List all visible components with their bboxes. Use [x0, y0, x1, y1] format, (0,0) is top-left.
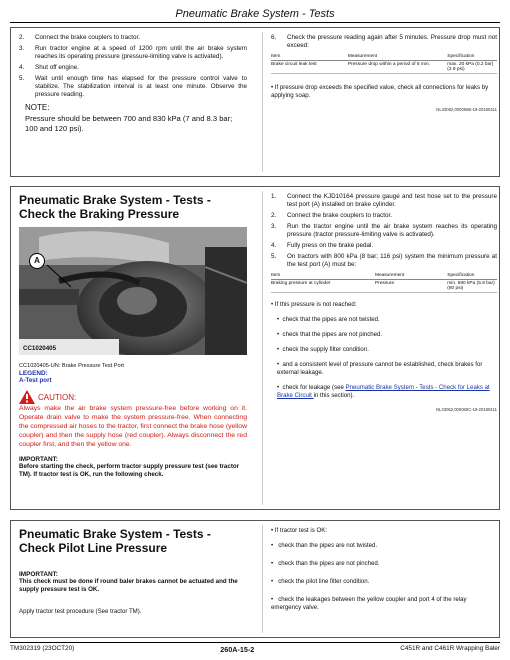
reference-code: NL33062,000065B-19-20180411	[436, 107, 497, 112]
column-divider	[262, 525, 263, 633]
right-column	[271, 527, 497, 619]
brake-cylinder-photo	[19, 227, 247, 355]
important-label: IMPORTANT:	[19, 571, 58, 578]
bullet-lead: • If tractor test is OK:	[271, 527, 327, 534]
callout-a: A	[29, 253, 45, 269]
table-header: Item	[271, 272, 375, 280]
step-item: 2. Connect the brake couplers to tractor.	[19, 34, 141, 41]
table-header: Specification	[447, 272, 497, 280]
bullet-item: • check that the pipes are not twisted.	[277, 316, 380, 323]
column-divider	[262, 191, 263, 505]
column-divider	[262, 32, 263, 172]
bullet-item: • check the leakages between the yellow coupler and port 4 of the relay emergency valve.	[271, 596, 467, 611]
spec-table	[271, 53, 497, 74]
section-title: Pneumatic Brake System - Tests - Check Pilot Line Pressure	[19, 527, 211, 555]
bullet-item: • check the supply filter condition.	[277, 346, 369, 353]
table-header: Item	[271, 53, 348, 61]
section-title: Pneumatic Brake System - Tests - Check the Braking Pressure	[19, 193, 211, 221]
step-item: 1. Connect the KJD10164 pressure gauge and test hose set to the pressure test port (A) installed on brake cylinder.	[271, 193, 497, 208]
warning-icon	[19, 390, 35, 404]
bullet-item: • check that the pipes are not pinched.	[277, 331, 383, 338]
right-column	[271, 193, 497, 412]
page-footer	[10, 642, 500, 654]
left-column	[19, 34, 247, 134]
step-item: 3. Run tractor engine at a speed of 1200 rpm until the air brake system reaches its operating pressure (pressure-limiting valve is activated).	[19, 45, 247, 60]
important-label: IMPORTANT:	[19, 456, 58, 463]
bullet-lead: • If this pressure is not reached:	[271, 301, 357, 308]
legend-item: A-Test port	[19, 377, 52, 384]
image-caption: CC1020405-UN: Brake Pressure Test Port	[19, 363, 124, 369]
note-label: NOTE:	[25, 103, 50, 112]
step-item: 5. Wait until enough time has elapsed for the pressure control valve to stabilize. The stabilization interval is at least one minute. Observe the pressure reading.	[19, 75, 247, 98]
caution-text: Always make the air brake system pressure-free before working on it. Operate drain valve to make the system pressure-free. When connecting the compressed air hoses to the tractor, first connect the brake hose (yellow coupler) and then the supply hose (red coupler). Always disconnect the red coupler first, and then the yellow one.	[19, 405, 247, 448]
caution-label: CAUTION:	[38, 392, 77, 402]
step-item: 4. Fully press on the brake pedal.	[271, 242, 374, 249]
footer-page-number: 260A-15-2	[220, 645, 255, 654]
page-header: Pneumatic Brake System - Tests	[10, 8, 500, 23]
table-row: Brake circuit leak test Pressure drop within a period of 5 min. max. 20 kPa (0.2 bar) (2.9 psi)	[271, 61, 497, 74]
reference-code: NL33062,000065C-19-20180411	[436, 407, 497, 412]
table-row: Braking pressure at cylinder Pressure min. 580 kPa (5.8 bar) (80 psi)	[271, 280, 497, 293]
left-column	[19, 193, 247, 479]
important-text: This check must be done if round baler brakes cannot be actuated and the supply pressure test is OK.	[19, 578, 238, 593]
note-text: Pressure should be between 700 and 830 kPa (7 and 8.3 bar; 100 and 120 psi).	[25, 114, 233, 133]
legend-label: LEGEND:	[19, 370, 48, 377]
step-item: 5. On tractors with 800 kPa (8 bar; 116 psi) system the minimum pressure at the test port (A) must be:	[271, 253, 497, 268]
table-header: Specification	[447, 53, 497, 61]
brake-cylinder-image	[19, 227, 247, 355]
important-text: Before starting the check, perform tractor supply pressure test (see tractor TM). If tractor test is OK, run the following check.	[19, 463, 240, 478]
step-item: 2. Connect the brake couplers to tractor.	[271, 212, 393, 219]
spec-table	[271, 272, 497, 293]
section-brake-leak-test	[10, 27, 500, 177]
step-item: 3. Run the tractor engine until the air brake system reaches its operating pressure (tractor pressure-limiting valve is activated).	[271, 223, 497, 238]
right-column	[271, 34, 497, 112]
bullet-item: • check for leakage (see Pneumatic Brake System - Tests - Check for Leaks at Brake Circuit in this section).	[277, 384, 490, 399]
bullet-item: • check than the pipes are not pinched.	[271, 560, 380, 567]
image-label: CC1020405	[23, 345, 57, 352]
cross-reference-link[interactable]: Pneumatic Brake System - Tests - Check for Leaks at Brake Circuit	[277, 384, 490, 399]
left-column	[19, 527, 247, 623]
table-header: Measurement	[348, 53, 447, 61]
procedure-text: Apply tractor test procedure (See tractor TM).	[19, 608, 142, 615]
bullet-item: • check the pilot line filter condition.	[271, 578, 370, 585]
footer-doc-id: TM302319 (23OCT20)	[10, 645, 75, 652]
caution-block	[19, 390, 247, 449]
bullet-item: • If pressure drop exceeds the specified value, check all connections for leaks by applying soap.	[271, 84, 489, 99]
section-pilot-line-pressure	[10, 520, 500, 638]
bullet-item: • check than the pipes are not twisted.	[271, 542, 378, 549]
section-braking-pressure	[10, 186, 500, 510]
step-item: 4. Shut off engine.	[19, 64, 79, 71]
bullet-item: • and a consistent level of pressure cannot be established, check brakes for external leakage.	[277, 361, 483, 376]
table-header: Measurement	[375, 272, 447, 280]
footer-product: C451R and C461R Wrapping Baler	[400, 645, 500, 652]
step-item: 6. Check the pressure reading again after 5 minutes. Pressure drop must not exceed:	[271, 34, 497, 49]
